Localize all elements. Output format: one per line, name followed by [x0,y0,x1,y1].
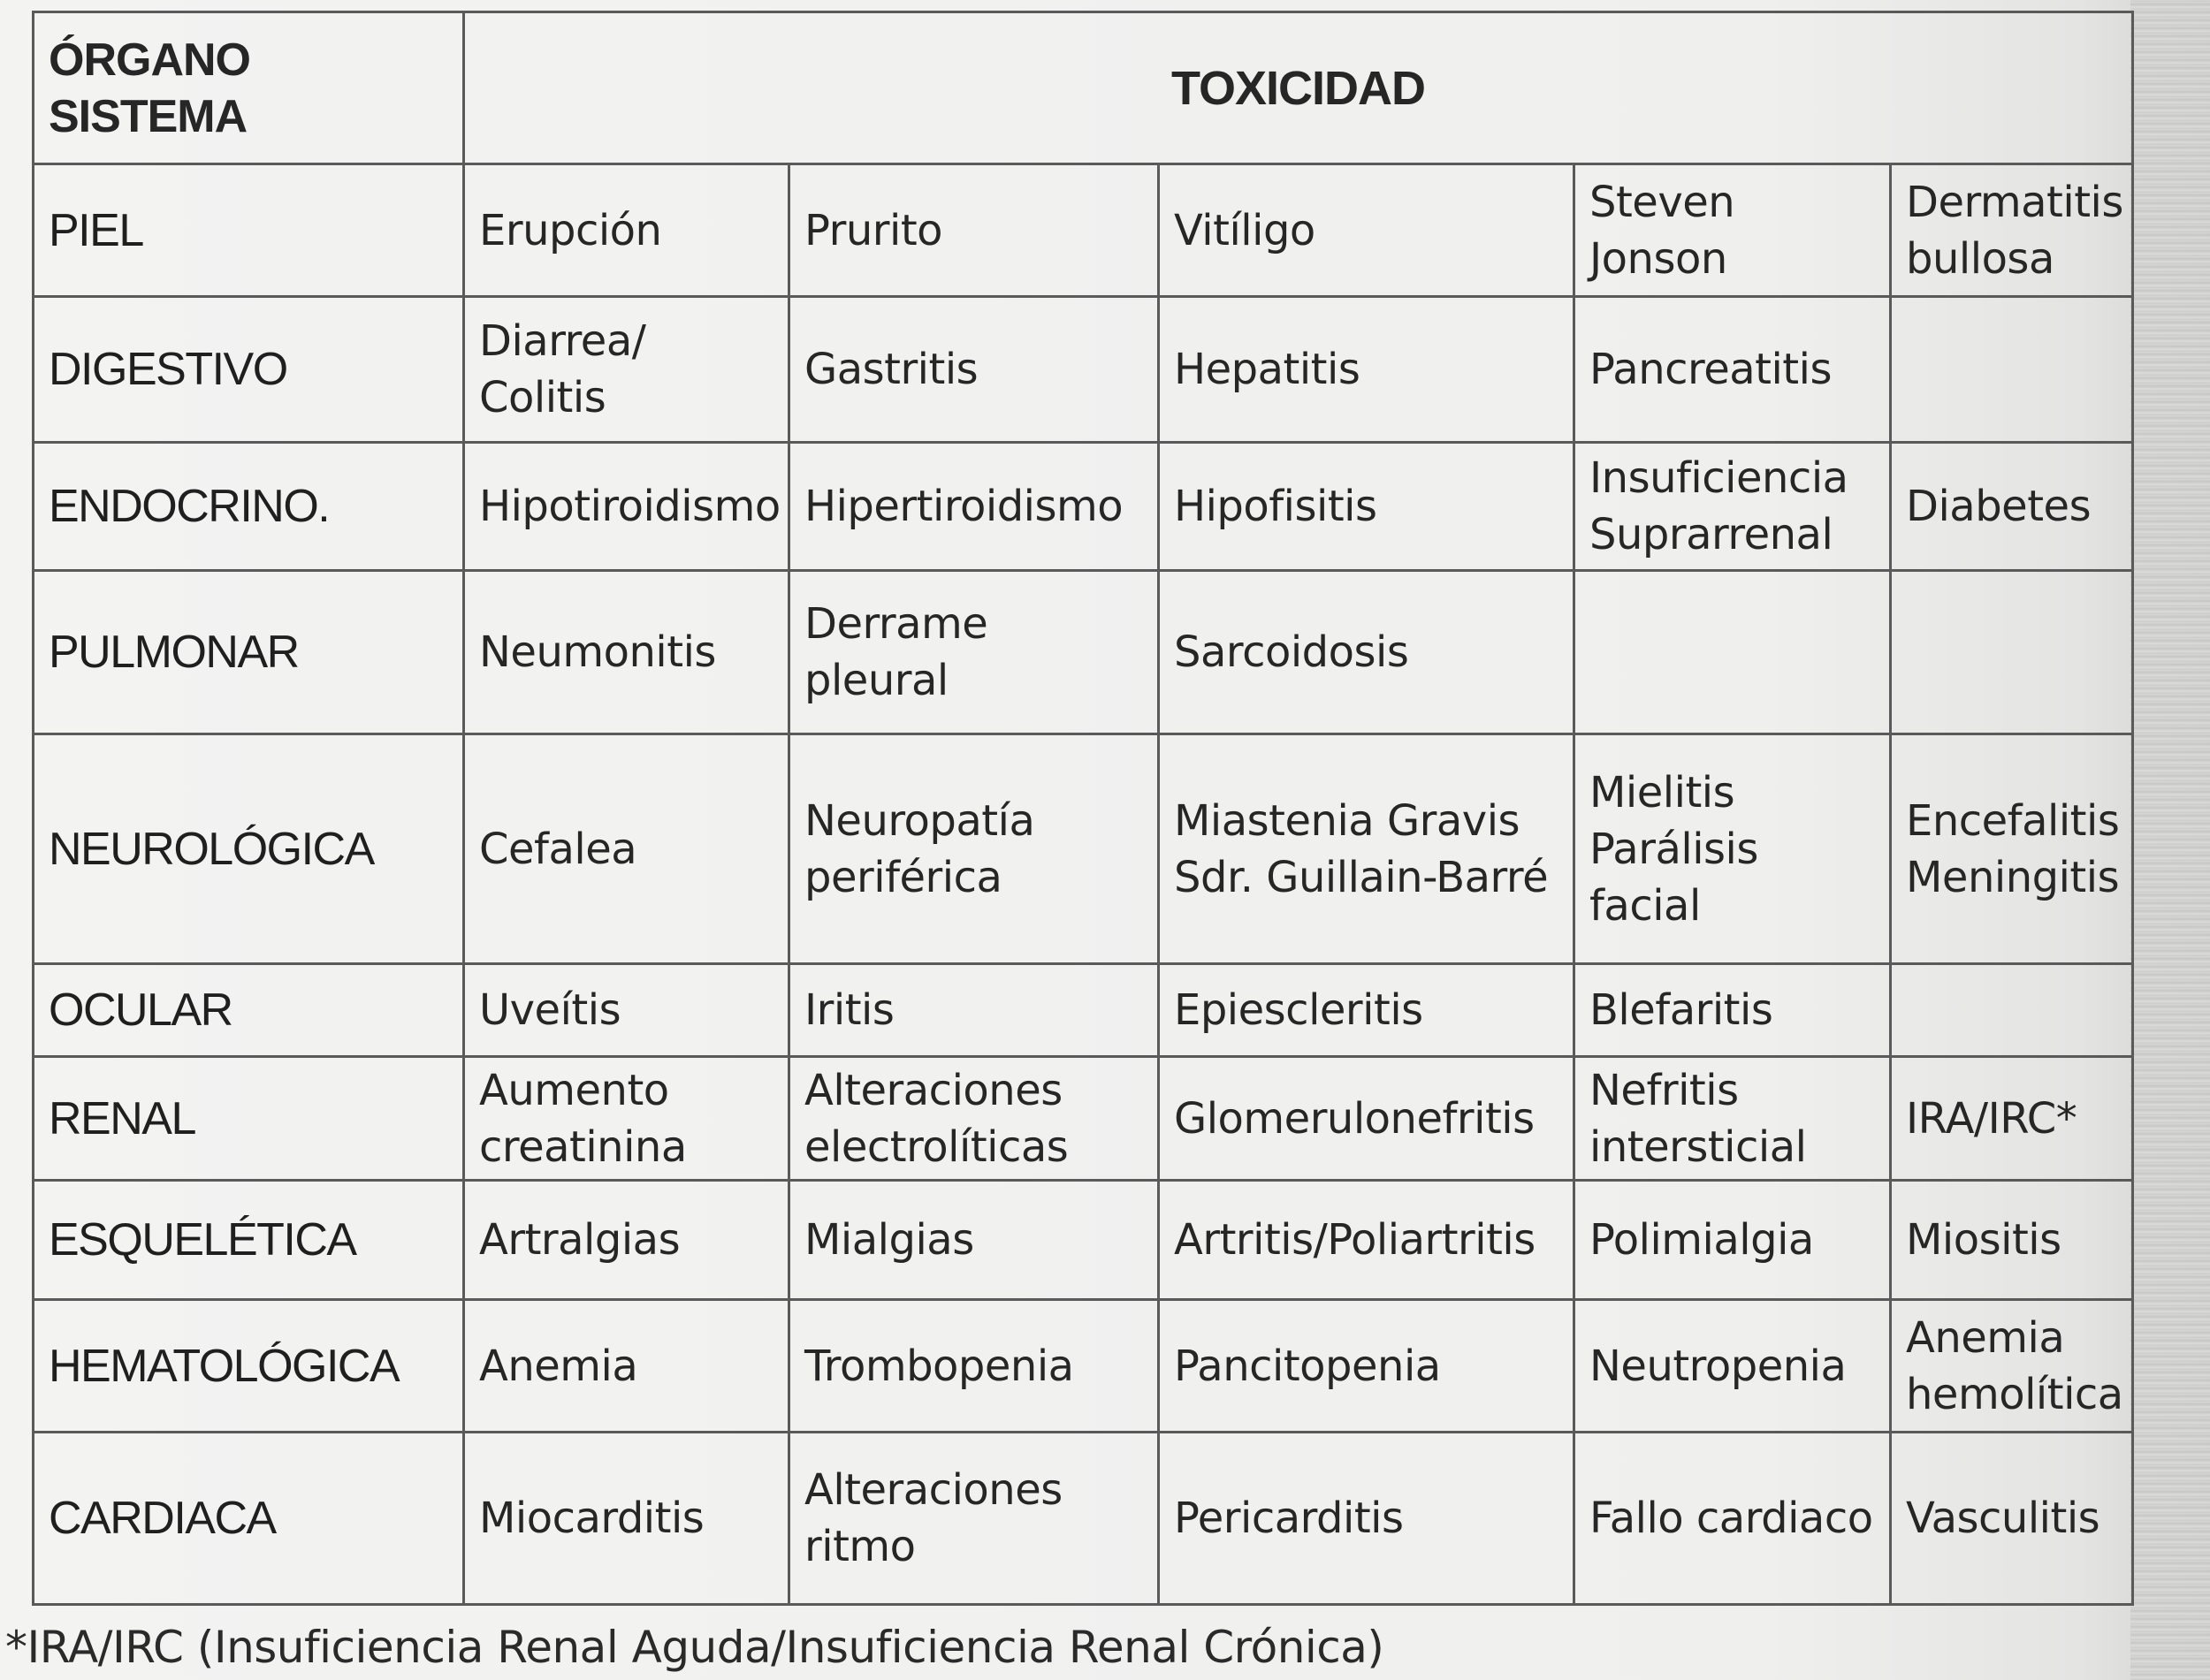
organ-name: DIGESTIVO [34,297,464,443]
page-edge [2130,0,2210,1680]
toxicity-cell: IRA/IRC* [1891,1057,2133,1181]
table-row [34,1057,2133,1181]
toxicity-cell: Glomerulonefritis [1159,1057,1574,1181]
toxicity-cell: Gastritis [789,297,1159,443]
toxicity-cell: Pancreatitis [1574,297,1891,443]
table-row [34,1300,2133,1433]
table-row [34,297,2133,443]
toxicity-cell [1891,964,2133,1057]
organ-name: PIEL [34,164,464,297]
toxicity-cell: Mialgias [789,1181,1159,1300]
toxicity-cell: Insuficiencia Suprarrenal [1574,443,1891,571]
toxicity-cell: Encefalitis Meningitis [1891,734,2133,964]
toxicity-cell: Blefaritis [1574,964,1891,1057]
toxicity-cell: Hipofisitis [1159,443,1574,571]
toxicity-cell: Uveítis [464,964,789,1057]
organ-name: ESQUELÉTICA [34,1181,464,1300]
toxicity-cell: Derrame pleural [789,571,1159,734]
toxicity-cell: Neumonitis [464,571,789,734]
table-row [34,1433,2133,1605]
organ-name: HEMATOLÓGICA [34,1300,464,1433]
toxicity-cell: Pericarditis [1159,1433,1574,1605]
toxicity-cell: Vasculitis [1891,1433,2133,1605]
table-row [34,964,2133,1057]
table-row [34,164,2133,297]
toxicity-header: TOXICIDAD [464,12,2133,164]
toxicity-cell: Miositis [1891,1181,2133,1300]
table-row [34,571,2133,734]
toxicity-cell: Nefritis intersticial [1574,1057,1891,1181]
toxicity-cell: Alteraciones ritmo [789,1433,1159,1605]
toxicity-cell [1891,297,2133,443]
toxicity-cell: Iritis [789,964,1159,1057]
toxicity-cell: Miocarditis [464,1433,789,1605]
toxicity-cell [1891,571,2133,734]
organ-name: OCULAR [34,964,464,1057]
toxicity-cell: Artralgias [464,1181,789,1300]
toxicity-cell: Hipertiroidismo [789,443,1159,571]
toxicity-cell: Trombopenia [789,1300,1159,1433]
toxicity-cell: Sarcoidosis [1159,571,1574,734]
table-body [34,12,2133,1605]
toxicity-cell: Miastenia Gravis Sdr. Guillain-Barré [1159,734,1574,964]
toxicity-cell: Fallo cardiaco [1574,1433,1891,1605]
toxicity-cell: Diarrea/ Colitis [464,297,789,443]
toxicity-cell [1574,571,1891,734]
table-row [34,443,2133,571]
toxicity-cell: Pancitopenia [1159,1300,1574,1433]
header-row [34,12,2133,164]
table-row [34,1181,2133,1300]
toxicity-cell: Steven Jonson [1574,164,1891,297]
toxicity-cell: Vitíligo [1159,164,1574,297]
organ-system-header: ÓRGANO SISTEMA [34,12,464,164]
toxicity-cell: Mielitis Parálisis facial [1574,734,1891,964]
toxicity-cell: Artritis/Poliartritis [1159,1181,1574,1300]
toxicity-cell: Hepatitis [1159,297,1574,443]
toxicity-cell: Neutropenia [1574,1300,1891,1433]
organ-name: RENAL [34,1057,464,1181]
toxicity-cell: Diabetes [1891,443,2133,571]
toxicity-cell: Anemia hemolítica [1891,1300,2133,1433]
toxicity-cell: Cefalea [464,734,789,964]
organ-name: CARDIACA [34,1433,464,1605]
toxicity-cell: Alteraciones electrolíticas [789,1057,1159,1181]
toxicity-cell: Polimialgia [1574,1181,1891,1300]
toxicity-cell: Anemia [464,1300,789,1433]
toxicity-cell: Neuropatía periférica [789,734,1159,964]
toxicity-cell: Aumento creatinina [464,1057,789,1181]
toxicity-cell: Erupción [464,164,789,297]
table-row [34,734,2133,964]
organ-name: PULMONAR [34,571,464,734]
toxicity-table [32,11,2134,1606]
organ-name: NEUROLÓGICA [34,734,464,964]
organ-name: ENDOCRINO. [34,443,464,571]
toxicity-cell: Epiescleritis [1159,964,1574,1057]
toxicity-cell: Hipotiroidismo [464,443,789,571]
toxicity-cell: Prurito [789,164,1159,297]
toxicity-cell: Dermatitis bullosa [1891,164,2133,297]
footnote: *IRA/IRC (Insuficiencia Renal Aguda/Insuficiencia Renal Crónica) [5,1622,1384,1673]
